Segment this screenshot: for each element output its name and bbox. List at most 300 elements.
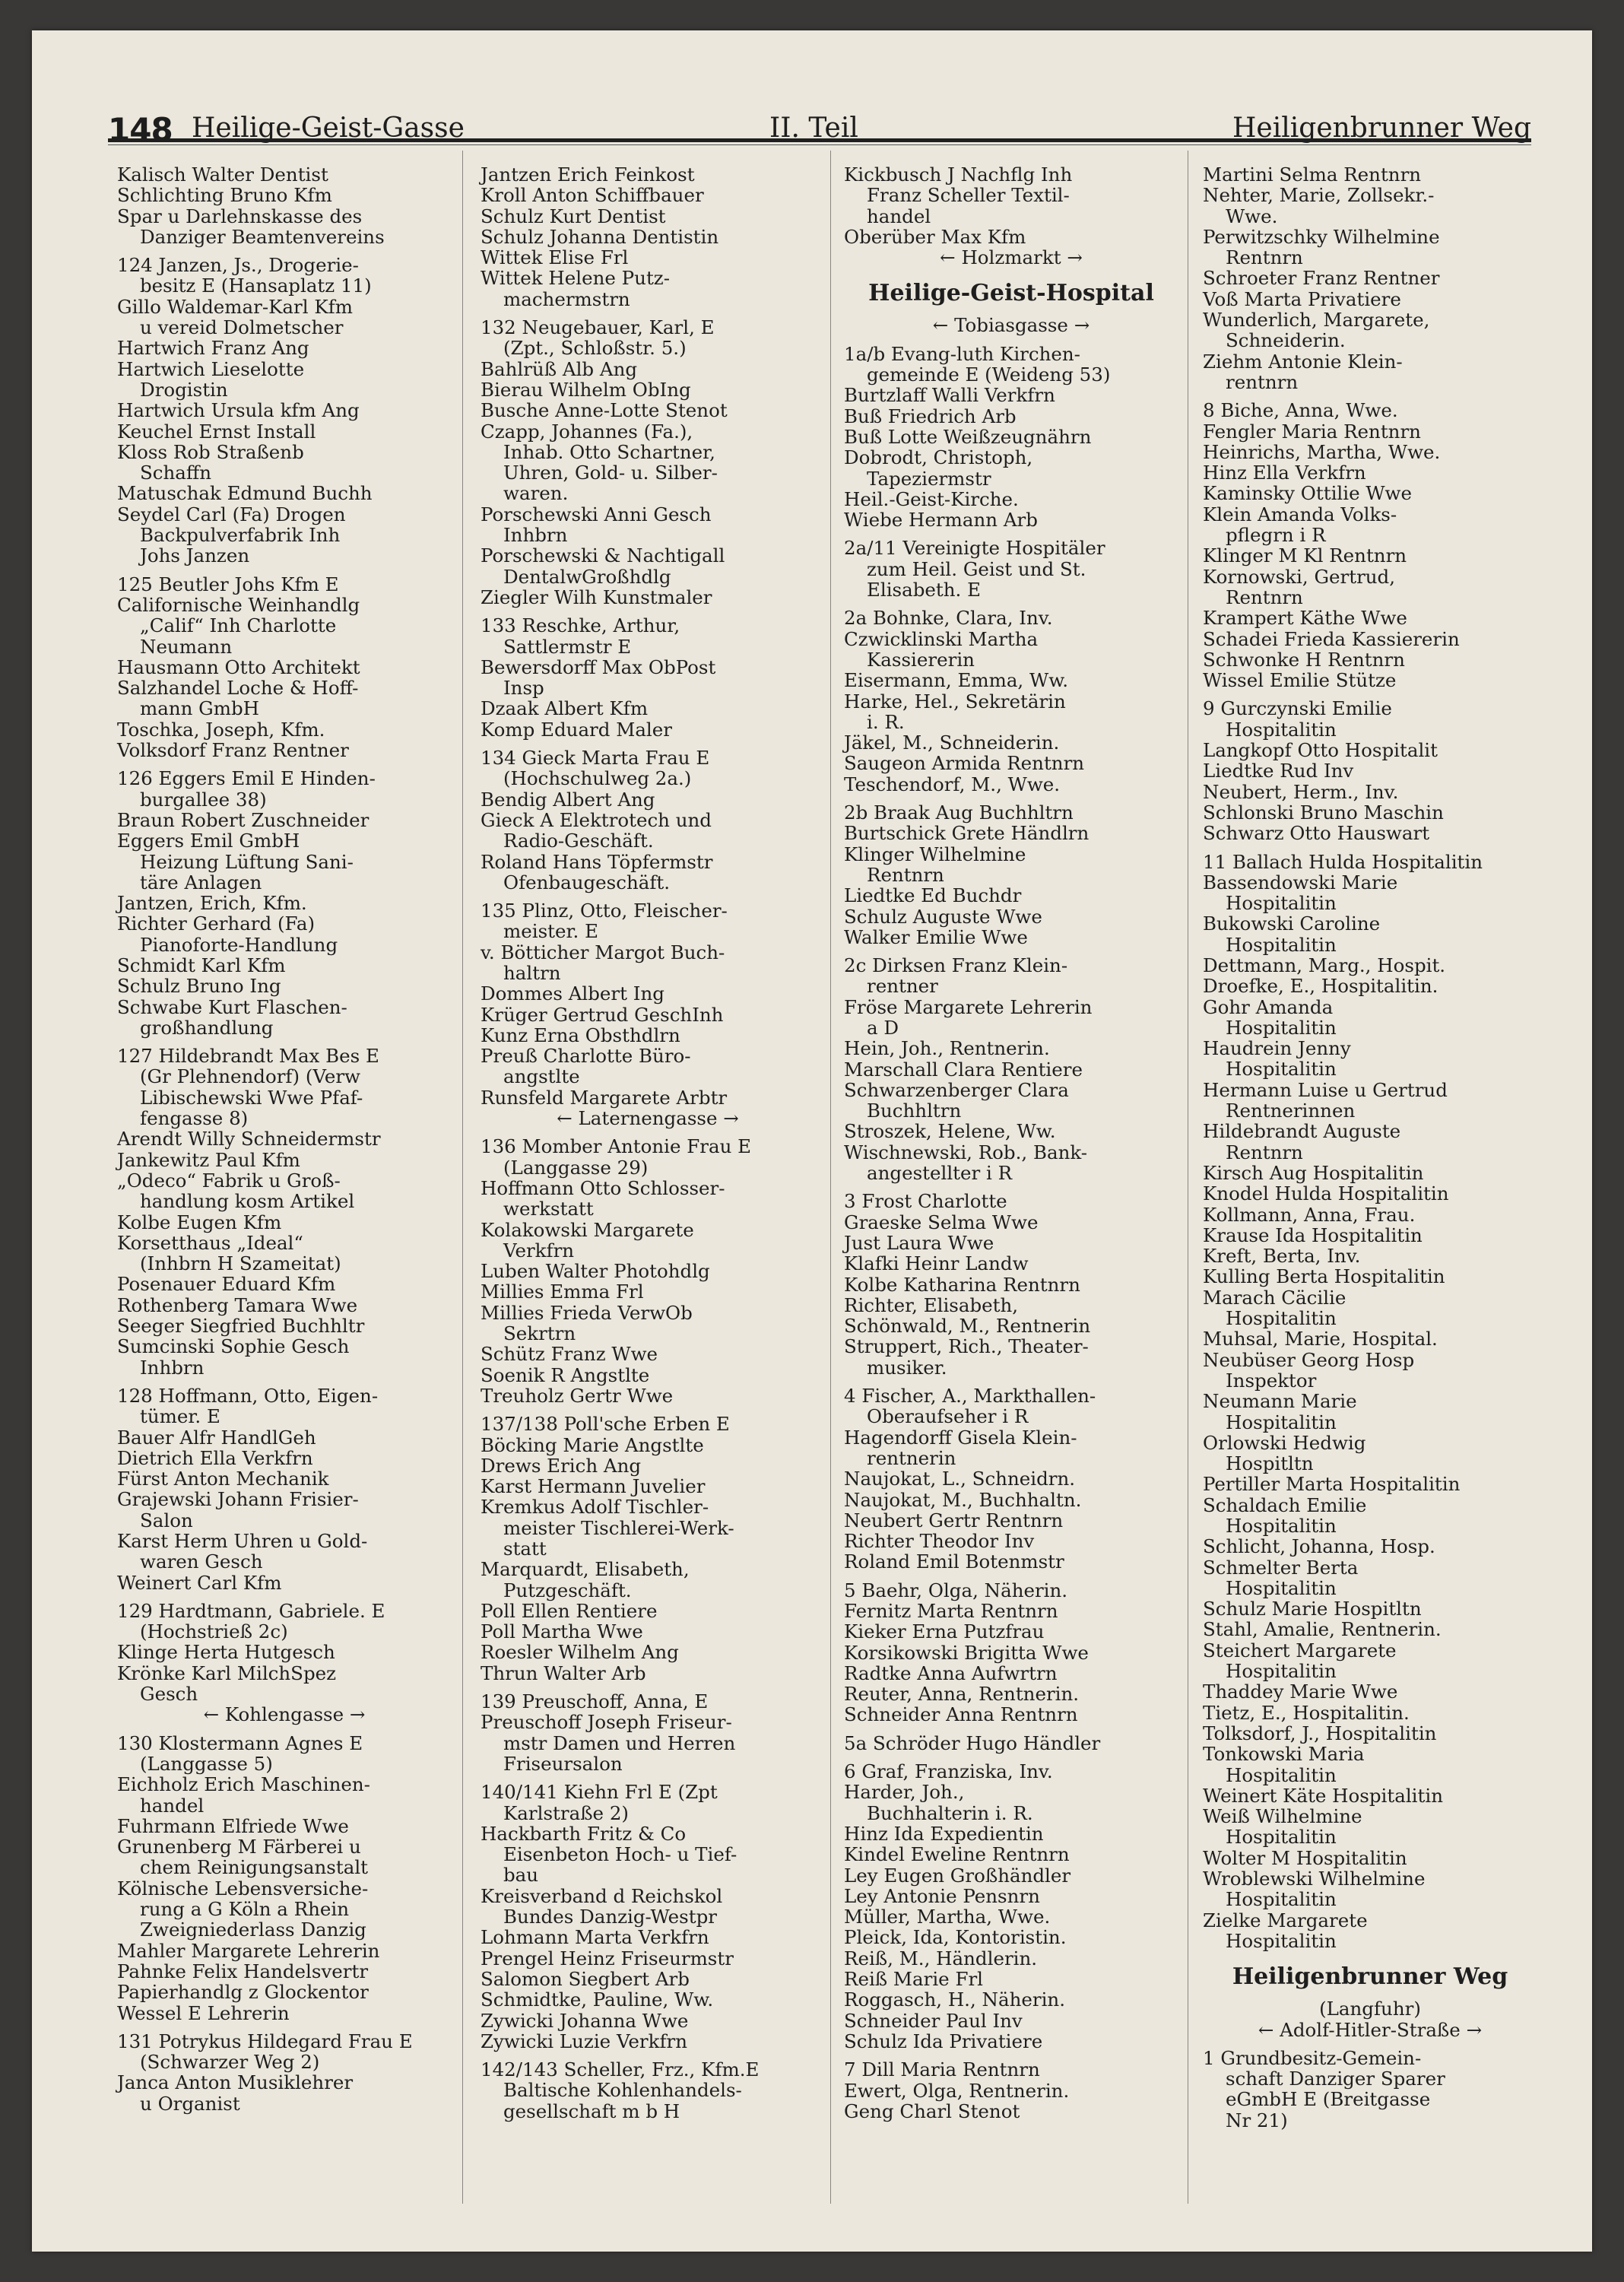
resident-entry: Rentnerinnen <box>1226 1100 1356 1122</box>
house-number-entry: 140/141 Kiehn Frl E (Zpt <box>481 1781 718 1804</box>
house-number-entry: 9 Gurczynski Emilie <box>1203 697 1392 720</box>
resident-entry: Insp <box>503 677 544 700</box>
resident-entry: Eisermann, Emma, Ww. <box>844 669 1069 692</box>
resident-entry: Keuchel Ernst Install <box>117 420 316 443</box>
resident-entry: Inspektor <box>1226 1369 1317 1392</box>
resident-entry: Richter, Elisabeth, <box>844 1293 1019 1316</box>
resident-entry: Krönke Karl MilchSpez <box>117 1662 337 1684</box>
resident-entry: Zielke Margarete <box>1203 1909 1368 1931</box>
house-number-entry: 128 Hoffmann, Otto, Eigen- <box>117 1384 379 1407</box>
resident-entry: Kreft, Berta, Inv. <box>1203 1245 1361 1268</box>
resident-entry: Pertiller Marta Hospitalitin <box>1203 1473 1461 1496</box>
resident-entry: waren. <box>503 482 569 505</box>
resident-entry: Just Laura Wwe <box>844 1231 994 1254</box>
resident-entry: Kirsch Aug Hospitalitin <box>1203 1161 1424 1184</box>
resident-entry: Steichert Margarete <box>1203 1639 1397 1662</box>
resident-entry: Salomon Siegbert Arb <box>481 1967 690 1990</box>
resident-entry: Hartwich Ursula kfm Ang <box>117 399 360 422</box>
resident-entry: Naujokat, M., Buchhaltn. <box>844 1488 1082 1511</box>
house-number-entry: 6 Graf, Franziska, Inv. <box>844 1760 1053 1783</box>
column-divider <box>830 151 831 2204</box>
resident-entry: Neumann Marie <box>1203 1390 1357 1413</box>
resident-entry: pflegrn i R <box>1226 524 1326 547</box>
resident-entry: Korsetthaus „Ideal“ <box>117 1231 303 1254</box>
resident-entry: Tolksdorf, J., Hospitalitin <box>1203 1722 1437 1744</box>
resident-entry: Dommes Albert Ing <box>481 982 665 1005</box>
resident-entry: Hartwich Lieselotte <box>117 357 305 380</box>
house-number-entry: 136 Momber Antonie Frau E <box>481 1135 752 1158</box>
street-heading: Heilige-Geist-Hospital <box>868 280 1154 307</box>
resident-entry: Klinger Wilhelmine <box>844 843 1026 865</box>
resident-entry: Grajewski Johann Frisier- <box>117 1488 359 1511</box>
resident-entry: Inhbrn <box>140 1356 205 1379</box>
resident-entry: Drews Erich Ang <box>481 1454 642 1477</box>
header-section: II. Teil <box>769 113 858 144</box>
resident-entry: (Hochschulweg 2a.) <box>503 767 692 790</box>
resident-entry: Ziegler Wilh Kunstmaler <box>481 586 712 608</box>
resident-entry: Stahl, Amalie, Rentnerin. <box>1203 1618 1442 1641</box>
resident-entry: Wittek Elise Frl <box>481 246 629 269</box>
resident-entry: Roland Hans Töpfermstr <box>481 850 713 873</box>
resident-entry: Klinger M Kl Rentnrn <box>1203 544 1407 567</box>
resident-entry: Schroeter Franz Rentner <box>1203 267 1440 290</box>
resident-entry: Fürst Anton Mechanik <box>117 1468 329 1490</box>
resident-entry: Schadei Frieda Kassiererin <box>1203 627 1460 650</box>
resident-entry: Inhbrn <box>503 524 568 547</box>
resident-entry: Oberaufseher i R <box>867 1405 1029 1428</box>
resident-entry: schaft Danziger Sparer <box>1226 2068 1445 2090</box>
resident-entry: Teschendorf, M., Wwe. <box>844 773 1061 795</box>
resident-entry: Schneider Paul Inv <box>844 2009 1023 2032</box>
resident-entry: rentnrn <box>1226 370 1299 393</box>
resident-entry: Kindel Eweline Rentnrn <box>844 1843 1070 1866</box>
resident-entry: handel <box>140 1794 205 1817</box>
resident-entry: Papierhandlg z Glockentor <box>117 1981 369 2004</box>
resident-entry: Bierau Wilhelm ObIng <box>481 378 691 401</box>
resident-entry: Wittek Helene Putz- <box>481 267 670 290</box>
resident-entry: Posenauer Eduard Kfm <box>117 1273 336 1296</box>
resident-entry: Jankewitz Paul Kfm <box>117 1148 300 1171</box>
resident-entry: Bundes Danzig-Westpr <box>503 1906 717 1928</box>
resident-entry: Buß Lotte Weißzeugnährn <box>844 425 1092 448</box>
resident-entry: haltrn <box>503 961 561 984</box>
house-number-entry: 126 Eggers Emil E Hinden- <box>117 767 376 790</box>
resident-entry: Hospitalitin <box>1226 718 1337 741</box>
resident-entry: Fröse Margarete Lehrerin <box>844 995 1093 1018</box>
resident-entry: Treuholz Gertr Wwe <box>481 1384 674 1407</box>
resident-entry: Graeske Selma Wwe <box>844 1211 1039 1233</box>
cross-street-marker: ← Holzmarkt → <box>940 246 1083 269</box>
house-number-entry: 129 Hardtmann, Gabriele. E <box>117 1599 385 1622</box>
resident-entry: Hermann Luise u Gertrud <box>1203 1078 1448 1101</box>
resident-entry: u Organist <box>140 2092 240 2115</box>
resident-entry: Rentnrn <box>867 863 944 886</box>
resident-entry: Baltische Kohlenhandels- <box>503 2079 742 2102</box>
resident-entry: Nr 21) <box>1226 2109 1288 2131</box>
resident-entry: Spar u Darlehnskasse des <box>117 205 363 227</box>
resident-entry: Tietz, E., Hospitalitin. <box>1203 1701 1410 1724</box>
resident-entry: a D <box>867 1016 899 1039</box>
column-divider <box>462 151 463 2204</box>
house-number-entry: 4 Fischer, A., Markthallen- <box>844 1385 1096 1408</box>
resident-entry: Buchhalterin i. R. <box>867 1801 1033 1824</box>
resident-entry: Schönwald, M., Rentnerin <box>844 1315 1091 1338</box>
resident-entry: Pahnke Felix Handelsvertr <box>117 1960 369 1982</box>
resident-entry: Hospitalitin <box>1226 1307 1337 1330</box>
resident-entry: v. Bötticher Margot Buch- <box>481 941 725 963</box>
resident-entry: Neubüser Georg Hosp <box>1203 1348 1415 1371</box>
resident-entry: handlung kosm Artikel <box>140 1190 355 1213</box>
house-number-entry: 135 Plinz, Otto, Fleischer- <box>481 900 728 922</box>
resident-entry: tümer. E <box>140 1405 220 1428</box>
resident-entry: machermstrn <box>503 287 630 310</box>
resident-entry: Schwarzenberger Clara <box>844 1078 1069 1101</box>
house-number-entry: 130 Klostermann Agnes E <box>117 1731 363 1754</box>
house-number-entry: 2a/11 Vereinigte Hospitäler <box>844 537 1105 560</box>
resident-entry: Jäkel, M., Schneiderin. <box>844 732 1060 754</box>
resident-entry: Neubert, Herm., Inv. <box>1203 780 1399 803</box>
resident-entry: Marschall Clara Rentiere <box>844 1058 1083 1081</box>
resident-entry: Ley Eugen Großhändler <box>844 1864 1071 1887</box>
resident-entry: Schulz Kurt Dentist <box>481 205 666 227</box>
resident-entry: Bukowski Caroline <box>1203 912 1381 935</box>
column-2 <box>481 164 815 2122</box>
resident-entry: Klafki Heinr Landw <box>844 1252 1029 1275</box>
resident-entry: Kolakowski Margarete <box>481 1218 694 1241</box>
resident-entry: täre Anlagen <box>140 871 262 893</box>
resident-entry: Libischewski Wwe Pfaf- <box>140 1086 363 1109</box>
house-number-entry: 127 Hildebrandt Max Bes E <box>117 1045 379 1068</box>
resident-entry: Schulz Ida Privatiere <box>844 2030 1043 2052</box>
resident-entry: Heizung Lüftung Sani- <box>140 850 354 873</box>
resident-entry: Elisabeth. E <box>867 579 982 601</box>
resident-entry: Langkopf Otto Hospitalit <box>1203 739 1438 762</box>
resident-entry: Kreisverband d Reichskol <box>481 1884 723 1907</box>
resident-entry: Soenik R Angstlte <box>481 1363 650 1386</box>
resident-entry: Knodel Hulda Hospitalitin <box>1203 1182 1449 1205</box>
resident-entry: Dzaak Albert Kfm <box>481 697 649 720</box>
resident-entry: Luben Walter Photohdlg <box>481 1260 710 1283</box>
resident-entry: Hospitalitin <box>1226 1929 1337 1952</box>
resident-entry: Kollmann, Anna, Frau. <box>1203 1203 1416 1226</box>
resident-entry: Heil.-Geist-Kirche. <box>844 487 1019 510</box>
resident-entry: Kaminsky Ottilie Wwe <box>1203 482 1413 505</box>
resident-entry: Ley Antonie Pensnrn <box>844 1884 1040 1907</box>
resident-entry: (Hochstrieß 2c) <box>140 1620 288 1643</box>
resident-entry: Roland Emil Botenmstr <box>844 1550 1064 1573</box>
resident-entry: Reiß, M., Händlerin. <box>844 1947 1038 1969</box>
resident-entry: Harder, Joh., <box>844 1781 965 1804</box>
resident-entry: Poll Ellen Rentiere <box>481 1599 658 1622</box>
resident-entry: handel <box>867 205 931 227</box>
resident-entry: Stroszek, Helene, Ww. <box>844 1120 1056 1143</box>
resident-entry: Naujokat, L., Schneidrn. <box>844 1468 1076 1490</box>
resident-entry: Hospitalitin <box>1226 1763 1337 1786</box>
page-number: 148 <box>108 111 173 148</box>
resident-entry: Jantzen Erich Feinkost <box>481 163 695 186</box>
house-number-entry: 5 Baehr, Olga, Näherin. <box>844 1579 1068 1601</box>
house-number-entry: 2c Dirksen Franz Klein- <box>844 954 1068 977</box>
resident-entry: Hospitalitin <box>1226 1515 1337 1537</box>
resident-entry: Neubert Gertr Rentnrn <box>844 1509 1064 1531</box>
resident-entry: Hartwich Franz Ang <box>117 337 309 360</box>
resident-entry: Schulz Johanna Dentistin <box>481 225 719 248</box>
resident-entry: (Langgasse 5) <box>140 1752 273 1775</box>
resident-entry: Hagendorff Gisela Klein- <box>844 1426 1077 1449</box>
resident-entry: Janca Anton Musiklehrer <box>117 2071 354 2094</box>
resident-entry: Liedtke Ed Buchdr <box>844 884 1022 907</box>
resident-entry: (Gr Plehnendorf) (Verw <box>140 1065 361 1088</box>
resident-entry: werkstatt <box>503 1198 594 1220</box>
resident-entry: Czwicklinski Martha <box>844 627 1039 650</box>
resident-entry: Müller, Martha, Wwe. <box>844 1906 1051 1928</box>
resident-entry: Kornowski, Gertrud, <box>1203 565 1396 588</box>
resident-entry: Schaffn <box>140 462 212 484</box>
resident-entry: Dietrich Ella Verkfrn <box>117 1446 313 1469</box>
house-number-entry: 7 Dill Maria Rentnrn <box>844 2058 1040 2081</box>
resident-entry: Poll Martha Wwe <box>481 1620 643 1643</box>
resident-entry: Wischnewski, Rob., Bank- <box>844 1141 1088 1163</box>
resident-entry: Oberüber Max Kfm <box>844 225 1026 248</box>
resident-entry: Kloss Rob Straßenb <box>117 440 304 463</box>
resident-entry: Orlowski Hedwig <box>1203 1431 1366 1454</box>
resident-entry: Weinert Carl Kfm <box>117 1571 282 1594</box>
resident-entry: Schmelter Berta <box>1203 1556 1359 1579</box>
resident-entry: Schütz Franz Wwe <box>481 1343 658 1366</box>
house-number-entry: 1 Grundbesitz-Gemein- <box>1203 2046 1422 2069</box>
resident-entry: Heinrichs, Martha, Wwe. <box>1203 440 1441 463</box>
column-1 <box>117 164 452 2114</box>
header-left-street: Heilige-Geist-Gasse <box>192 113 465 144</box>
resident-entry: mann GmbH <box>140 697 260 720</box>
resident-entry: Gillo Waldemar-Karl Kfm <box>117 295 353 318</box>
resident-entry: Kieker Erna Putzfrau <box>844 1620 1045 1643</box>
resident-entry: Dettmann, Marg., Hospit. <box>1203 954 1446 976</box>
house-number-entry: 132 Neugebauer, Karl, E <box>481 316 715 339</box>
house-number-entry: 8 Biche, Anna, Wwe. <box>1203 399 1398 422</box>
resident-entry: Schmidt Karl Kfm <box>117 954 286 976</box>
resident-entry: waren Gesch <box>140 1550 263 1573</box>
street-heading: Heiligenbrunner Weg <box>1232 1963 1508 1991</box>
resident-entry: Putzgeschäft. <box>503 1579 632 1601</box>
resident-entry: fengasse 8) <box>140 1107 249 1130</box>
resident-entry: Porschewski & Nachtigall <box>481 544 725 567</box>
resident-entry: Karst Herm Uhren u Gold- <box>117 1530 368 1552</box>
resident-entry: Schulz Marie Hospitltn <box>1203 1598 1422 1620</box>
resident-entry: Uhren, Gold- u. Silber- <box>503 462 718 484</box>
resident-entry: Millies Emma Frl <box>481 1281 644 1303</box>
resident-entry: Ewert, Olga, Rentnerin. <box>844 2079 1070 2102</box>
resident-entry: Toschka, Joseph, Kfm. <box>117 718 325 741</box>
resident-entry: Kölnische Lebensversiche- <box>117 1877 369 1900</box>
resident-entry: Radio-Geschäft. <box>503 830 654 852</box>
resident-entry: Ofenbaugeschäft. <box>503 871 671 893</box>
house-number-entry: 142/143 Scheller, Frz., Kfm.E <box>481 2058 760 2081</box>
resident-entry: Hein, Joh., Rentnerin. <box>844 1037 1050 1060</box>
resident-entry: Volksdorf Franz Rentner <box>117 739 349 762</box>
resident-entry: Gesch <box>140 1683 198 1706</box>
resident-entry: statt <box>503 1538 547 1560</box>
resident-entry: Hackbarth Fritz & Co <box>481 1822 687 1845</box>
resident-entry: Schwabe Kurt Flaschen- <box>117 995 347 1018</box>
header-right-street: Heiligenbrunner Weg <box>1232 113 1531 144</box>
resident-entry: Kremkus Adolf Tischler- <box>481 1496 709 1519</box>
resident-entry: Burtzlaff Walli Verkfrn <box>844 384 1055 407</box>
resident-entry: Schaldach Emilie <box>1203 1493 1367 1516</box>
resident-entry: Seydel Carl (Fa) Drogen <box>117 503 346 525</box>
resident-entry: Karlstraße 2) <box>503 1801 629 1824</box>
resident-entry: Struppert, Rich., Theater- <box>844 1335 1089 1358</box>
resident-entry: Harke, Hel., Sekretärin <box>844 690 1066 713</box>
house-number-entry: 1a/b Evang-luth Kirchen- <box>844 342 1080 365</box>
resident-entry: Nehter, Marie, Zollsekr.- <box>1203 184 1435 207</box>
resident-entry: Wiebe Hermann Arb <box>844 509 1038 532</box>
resident-entry: Hausmann Otto Architekt <box>117 655 360 678</box>
resident-entry: Klinge Herta Hutgesch <box>117 1641 335 1664</box>
resident-entry: gemeinde E (Weideng 53) <box>867 363 1111 386</box>
resident-entry: musiker. <box>867 1356 947 1379</box>
resident-entry: chem Reinigungsanstalt <box>140 1856 369 1879</box>
resident-entry: meister Tischlerei-Werk- <box>503 1516 734 1539</box>
resident-entry: Korsikowski Brigitta Wwe <box>844 1641 1089 1664</box>
resident-entry: Preuschoff Joseph Friseur- <box>481 1711 732 1734</box>
resident-entry: (Inhbrn H Szameitat) <box>140 1252 341 1275</box>
resident-entry: Gieck A Elektrotech und <box>481 808 712 831</box>
resident-entry: Mahler Margarete Lehrerin <box>117 1939 380 1962</box>
resident-entry: Droefke, E., Hospitalitin. <box>1203 975 1438 998</box>
resident-entry: Braun Robert Zuschneider <box>117 808 370 831</box>
cross-street-marker: ← Laternengasse → <box>557 1107 739 1130</box>
resident-entry: rentnerin <box>867 1446 956 1469</box>
resident-entry: zum Heil. Geist und St. <box>867 557 1086 580</box>
resident-entry: Jantzen, Erich, Kfm. <box>117 892 307 915</box>
resident-entry: rung a G Köln a Rhein <box>140 1898 350 1921</box>
resident-entry: Reiß Marie Frl <box>844 1968 984 1991</box>
resident-entry: Roesler Wilhelm Ang <box>481 1641 679 1664</box>
resident-entry: Rentnrn <box>1226 246 1303 269</box>
resident-entry: Wolter M Hospitalitin <box>1203 1846 1407 1869</box>
column-3 <box>844 164 1178 2122</box>
resident-entry: Salzhandel Loche & Hoff- <box>117 677 359 700</box>
resident-entry: Weinert Käte Hospitalitin <box>1203 1784 1443 1807</box>
resident-entry: Hospitalitin <box>1226 1411 1337 1433</box>
resident-entry: Hospitltn <box>1226 1452 1314 1475</box>
resident-entry: Busche Anne-Lotte Stenot <box>481 399 728 422</box>
resident-entry: Hospitalitin <box>1226 1660 1337 1683</box>
house-number-entry: 124 Janzen, Js., Drogerie- <box>117 254 359 277</box>
resident-entry: Bahlrüß Alb Ang <box>481 357 638 380</box>
resident-entry: Krampert Käthe Wwe <box>1203 607 1407 630</box>
resident-entry: Wissel Emilie Stütze <box>1203 669 1397 692</box>
resident-entry: Fernitz Marta Rentnrn <box>844 1600 1058 1622</box>
resident-entry: Schlonski Bruno Maschin <box>1203 801 1444 824</box>
resident-entry: Krüger Gertrud GeschInh <box>481 1003 724 1026</box>
resident-entry: Roggasch, H., Näherin. <box>844 1988 1065 2011</box>
resident-entry: Hospitalitin <box>1226 1888 1337 1911</box>
resident-entry: Schneider Anna Rentnrn <box>844 1703 1078 1726</box>
resident-entry: großhandlung <box>140 1016 274 1039</box>
resident-entry: Grunenberg M Färberei u <box>117 1836 361 1858</box>
resident-entry: Schmidtke, Pauline, Ww. <box>481 1988 714 2011</box>
cross-street-marker: ← Kohlengasse → <box>203 1703 366 1726</box>
resident-entry: (Schwarzer Weg 2) <box>140 2051 320 2074</box>
resident-entry: Eichholz Erich Maschinen- <box>117 1773 370 1796</box>
header-rule <box>108 138 1531 142</box>
resident-entry: Thaddey Marie Wwe <box>1203 1681 1398 1703</box>
resident-entry: Voß Marta Privatiere <box>1203 287 1401 310</box>
resident-entry: Walker Emilie Wwe <box>844 925 1028 948</box>
resident-entry: Bewersdorff Max ObPost <box>481 655 716 678</box>
resident-entry: Eggers Emil GmbH <box>117 830 300 852</box>
resident-entry: Zweigniederlass Danzig <box>140 1919 366 1941</box>
house-number-entry: 5a Schröder Hugo Händler <box>844 1731 1101 1754</box>
resident-entry: Drogistin <box>140 378 228 401</box>
resident-entry: mstr Damen und Herren <box>503 1731 736 1754</box>
resident-entry: Kulling Berta Hospitalitin <box>1203 1265 1445 1288</box>
resident-entry: Hospitalitin <box>1226 1576 1337 1599</box>
resident-entry: Neumann <box>140 635 233 658</box>
resident-entry: Hinz Ida Expedientin <box>844 1822 1044 1845</box>
resident-entry: Friseursalon <box>503 1752 623 1775</box>
resident-entry: Pleick, Ida, Kontoristin. <box>844 1926 1067 1949</box>
resident-entry: Thrun Walter Arb <box>481 1662 646 1684</box>
resident-entry: Tonkowski Maria <box>1203 1743 1365 1766</box>
resident-entry: Zywicki Luzie Verkfrn <box>481 2030 688 2052</box>
resident-entry: gesellschaft m b H <box>503 2100 680 2122</box>
house-number-entry: 125 Beutler Johs Kfm E <box>117 573 339 595</box>
resident-entry: Hinz Ella Verkfrn <box>1203 462 1366 484</box>
resident-entry: Radtke Anna Aufwrtrn <box>844 1662 1058 1684</box>
cross-street-marker: (Langfuhr) <box>1319 1998 1421 2020</box>
resident-entry: Reuter, Anna, Rentnerin. <box>844 1683 1080 1706</box>
resident-entry: Schulz Auguste Wwe <box>844 905 1042 928</box>
resident-entry: Sekrtrn <box>503 1322 576 1345</box>
resident-entry: Bassendowski Marie <box>1203 871 1398 893</box>
resident-entry: Schlicht, Johanna, Hosp. <box>1203 1535 1435 1558</box>
resident-entry: Böcking Marie Angstlte <box>481 1433 704 1456</box>
resident-entry: Schwarz Otto Hauswart <box>1203 822 1430 845</box>
resident-entry: bau <box>503 1864 539 1887</box>
resident-entry: Kroll Anton Schiffbauer <box>481 184 704 207</box>
resident-entry: Burtschick Grete Händlrn <box>844 822 1090 845</box>
house-number-entry: 133 Reschke, Arthur, <box>481 614 680 637</box>
resident-entry: Hospitalitin <box>1226 1058 1337 1081</box>
resident-entry: Porschewski Anni Gesch <box>481 503 712 525</box>
resident-entry: Matuschak Edmund Buchh <box>117 482 373 505</box>
resident-entry: Kickbusch J Nachflg Inh <box>844 163 1073 186</box>
resident-entry: eGmbH E (Breitgasse <box>1226 2088 1431 2111</box>
column-4 <box>1203 164 1537 2131</box>
resident-entry: Hospitalitin <box>1226 892 1337 915</box>
resident-entry: Hospitalitin <box>1226 1016 1337 1039</box>
house-number-entry: 3 Frost Charlotte <box>844 1190 1007 1213</box>
resident-entry: Hospitalitin <box>1226 1826 1337 1849</box>
resident-entry: meister. E <box>503 920 598 943</box>
resident-entry: Backpulverfabrik Inh <box>140 524 341 547</box>
resident-entry: Preuß Charlotte Büro- <box>481 1045 691 1068</box>
resident-entry: Wunderlich, Margarete, <box>1203 309 1430 332</box>
resident-entry: Kassiererin <box>867 648 975 671</box>
resident-entry: Karst Hermann Juvelier <box>481 1475 706 1498</box>
resident-entry: Muhsal, Marie, Hospital. <box>1203 1328 1438 1350</box>
house-number-entry: 139 Preuschoff, Anna, E <box>481 1690 709 1713</box>
resident-entry: Klein Amanda Volks- <box>1203 503 1397 525</box>
resident-entry: Krause Ida Hospitalitin <box>1203 1224 1423 1246</box>
resident-entry: Kolbe Eugen Kfm <box>117 1211 282 1233</box>
resident-entry: Sattlermstr E <box>503 635 632 658</box>
resident-entry: Verkfrn <box>503 1239 575 1262</box>
resident-entry: DentalwGroßhdlg <box>503 565 671 588</box>
